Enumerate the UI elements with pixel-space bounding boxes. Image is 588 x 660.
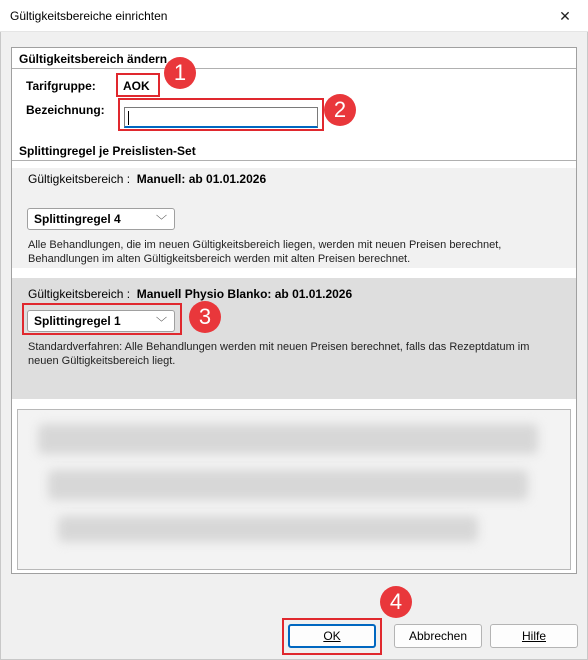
edit-section-heading: Gültigkeitsbereich ändern bbox=[19, 52, 168, 66]
step-badge-1: 1 bbox=[164, 57, 196, 89]
ok-button[interactable]: OK bbox=[288, 624, 376, 648]
selected-rule: Splittingregel 1 bbox=[34, 314, 121, 328]
chevron-down-icon: ﹀ bbox=[156, 215, 167, 227]
cancel-button[interactable]: Abbrechen bbox=[394, 624, 482, 648]
bezeichnung-label: Bezeichnung: bbox=[26, 103, 105, 117]
split-section-heading: Splittingregel je Preislisten-Set bbox=[19, 144, 196, 158]
rule-scope: Gültigkeitsbereich : Manuell: ab 01.01.2026 bbox=[28, 172, 267, 186]
edit-section-divider bbox=[12, 68, 576, 69]
step-badge-2: 2 bbox=[324, 94, 356, 126]
chevron-down-icon: ﹀ bbox=[156, 317, 167, 329]
rule-scope: Gültigkeitsbereich : Manuell Physio Blanko: ab 01.01.2026 bbox=[28, 287, 353, 301]
settings-panel bbox=[11, 47, 577, 574]
title-bar bbox=[0, 0, 588, 32]
rule-description: Alle Behandlungen, die im neuen Gültigkeitsbereich liegen, werden mit neuen Preisen berechnet, Behandlungen im alten Gültigkeitsbereich werden mit alten Preisen berechnet. bbox=[28, 239, 502, 265]
tarif-value: AOK bbox=[123, 79, 150, 93]
rule-description: Standardverfahren: Alle Behandlungen werden mit neuen Preisen berechnet, falls das Rezeptdatum im neuen Gültigkeitsbereich liegt. bbox=[28, 341, 530, 367]
close-icon[interactable]: ✕ bbox=[559, 7, 571, 24]
highlight-box-bezeichnung bbox=[118, 98, 324, 131]
highlight-box-tarif bbox=[116, 73, 160, 97]
selected-rule: Splittingregel 4 bbox=[34, 212, 121, 226]
split-section-divider bbox=[12, 160, 576, 161]
splitting-rule-dropdown-manuell[interactable] bbox=[27, 208, 175, 230]
highlight-box-ok bbox=[282, 618, 382, 655]
step-badge-4: 4 bbox=[380, 586, 412, 618]
tarif-label: Tarifgruppe: bbox=[26, 79, 96, 93]
dialog-body bbox=[0, 32, 588, 660]
window-title: Gültigkeitsbereiche einrichten bbox=[10, 9, 168, 23]
blurred-content-area bbox=[17, 409, 571, 570]
highlight-box-dropdown bbox=[22, 303, 182, 335]
rule-block-physio-blanko bbox=[12, 278, 576, 399]
help-button[interactable]: Hilfe bbox=[490, 624, 578, 648]
step-badge-3: 3 bbox=[189, 301, 221, 333]
rule-block-manuell bbox=[12, 168, 576, 268]
